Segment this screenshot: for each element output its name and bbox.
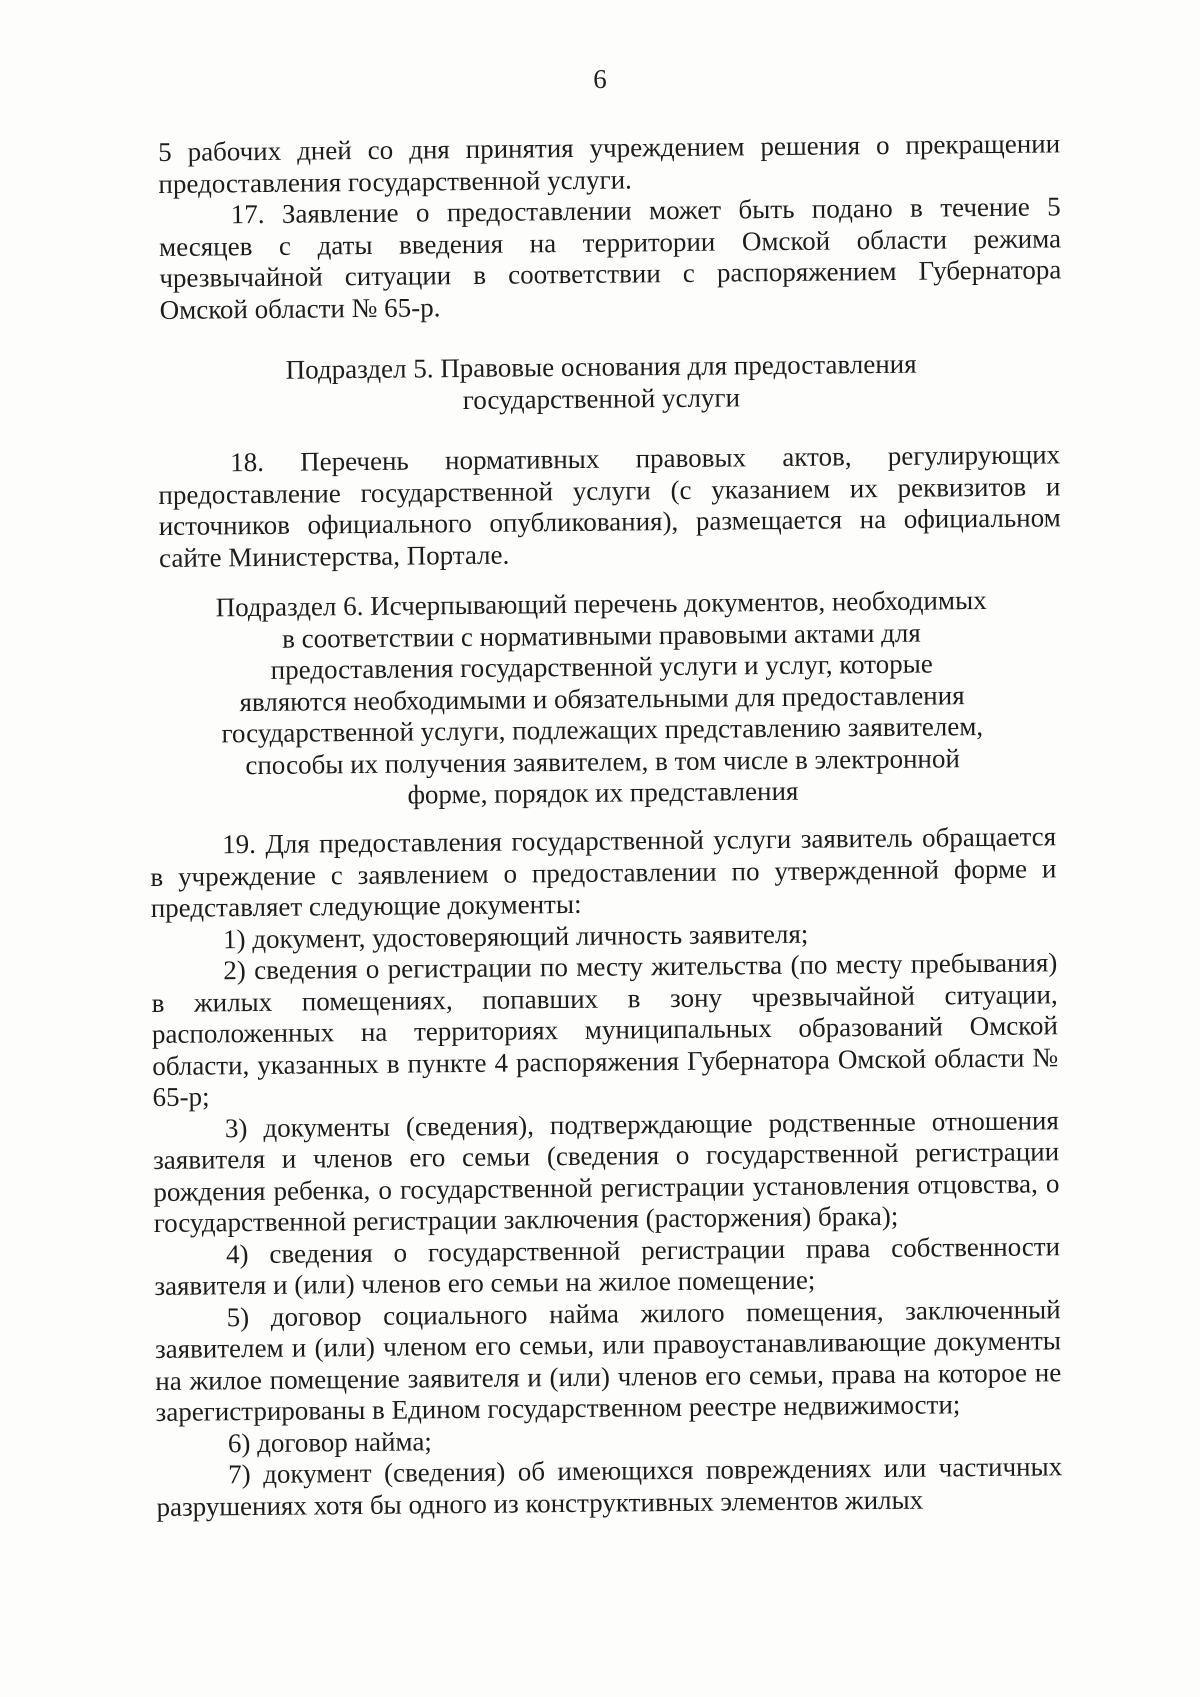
list-item-3: 3) документы (сведения), подтверждающие родственные отношения заявителя и членов его семьи (сведения о государственной регистрации рождения ребенка, о государственной регистрации установления отцовства, о государственной регистрации заключения (расторжения) брака); <box>153 1104 1060 1238</box>
paragraph-17: 17. Заявление о предоставлении может быть подано в течение 5 месяцев с даты введения на территории Омской области режима чрезвычайной ситуации в соответствии с распоряжением Губернатора Омской области № 65-р. <box>158 191 1062 325</box>
list-item-5: 5) договор социального найма жилого помещения, заключенный заявителем и (или) членом его семьи, или правоустанавливающие документы на жилое помещение заявителя и (или) членов его семьи, права на которое не зарегистрированы в Едином государственном реестре недвижимости; <box>154 1293 1062 1427</box>
heading-line: Подраздел 6. Исчерпывающий перечень документов, необходимых <box>215 584 987 623</box>
heading-line: являются необходимыми и обязательными для предоставления <box>239 679 965 717</box>
heading-line: предоставления государственной услуги и услуг, которые <box>270 648 933 685</box>
subsection-6-text <box>150 821 1063 1523</box>
heading-line: форме, порядок их представления <box>407 775 799 810</box>
paragraph-continuation: 5 рабочих дней со дня принятия учреждением решения о прекращении предоставления государственной услуги. <box>158 128 1061 199</box>
list-item-7: 7) документ (сведения) об имеющихся повреждениях или частичных разрушениях хотя бы одного из конструктивных элементов жилых <box>156 1451 1063 1522</box>
intro-text-block <box>158 128 1062 326</box>
subsection-5-heading <box>150 347 1053 419</box>
heading-line: государственной услуги <box>462 381 741 415</box>
list-item-2: 2) сведения о регистрации по месту жительства (по месту пребывания) в жилых помещениях, попавших в зону чрезвычайной ситуации, расположенных на территориях муниципальных образований Омской области, указанных в пункте 4 распоряжения Губернатора Омской области № 65-р; <box>151 947 1059 1112</box>
heading-line: Подраздел 5. Правовые основания для предоставления <box>285 348 917 385</box>
paragraph-18: 18. Перечень нормативных правовых актов, регулирующих предоставление государственной услуги (с указанием их реквизитов и источников официального опубликования), размещается на официальном сайте Министерства, Портале. <box>158 439 1061 573</box>
subsection-5-text <box>158 439 1061 574</box>
list-item-1: 1) документ, удостоверяющий личность заявителя; <box>222 918 809 954</box>
heading-line: государственной услуги, подлежащих представлению заявителем, <box>221 711 984 749</box>
paragraph-19: 19. Для предоставления государственной услуги заявитель обращается в учреждение с заявлением о предоставлении по утвержденной форме и представляет следующие документы: <box>150 821 1057 923</box>
heading-line: в соответствии с нормативными правовыми актами для <box>281 617 921 654</box>
heading-line: способы их получения заявителем, в том числе в электронной <box>245 742 961 780</box>
subsection-6-heading <box>150 584 1054 813</box>
page-number: 6 <box>593 64 607 94</box>
list-item-6: 6) договор найма; <box>227 1425 432 1458</box>
list-item-4: 4) сведения о государственной регистрации права собственности заявителя и (или) членов его семьи на жилое помещение; <box>154 1230 1061 1301</box>
